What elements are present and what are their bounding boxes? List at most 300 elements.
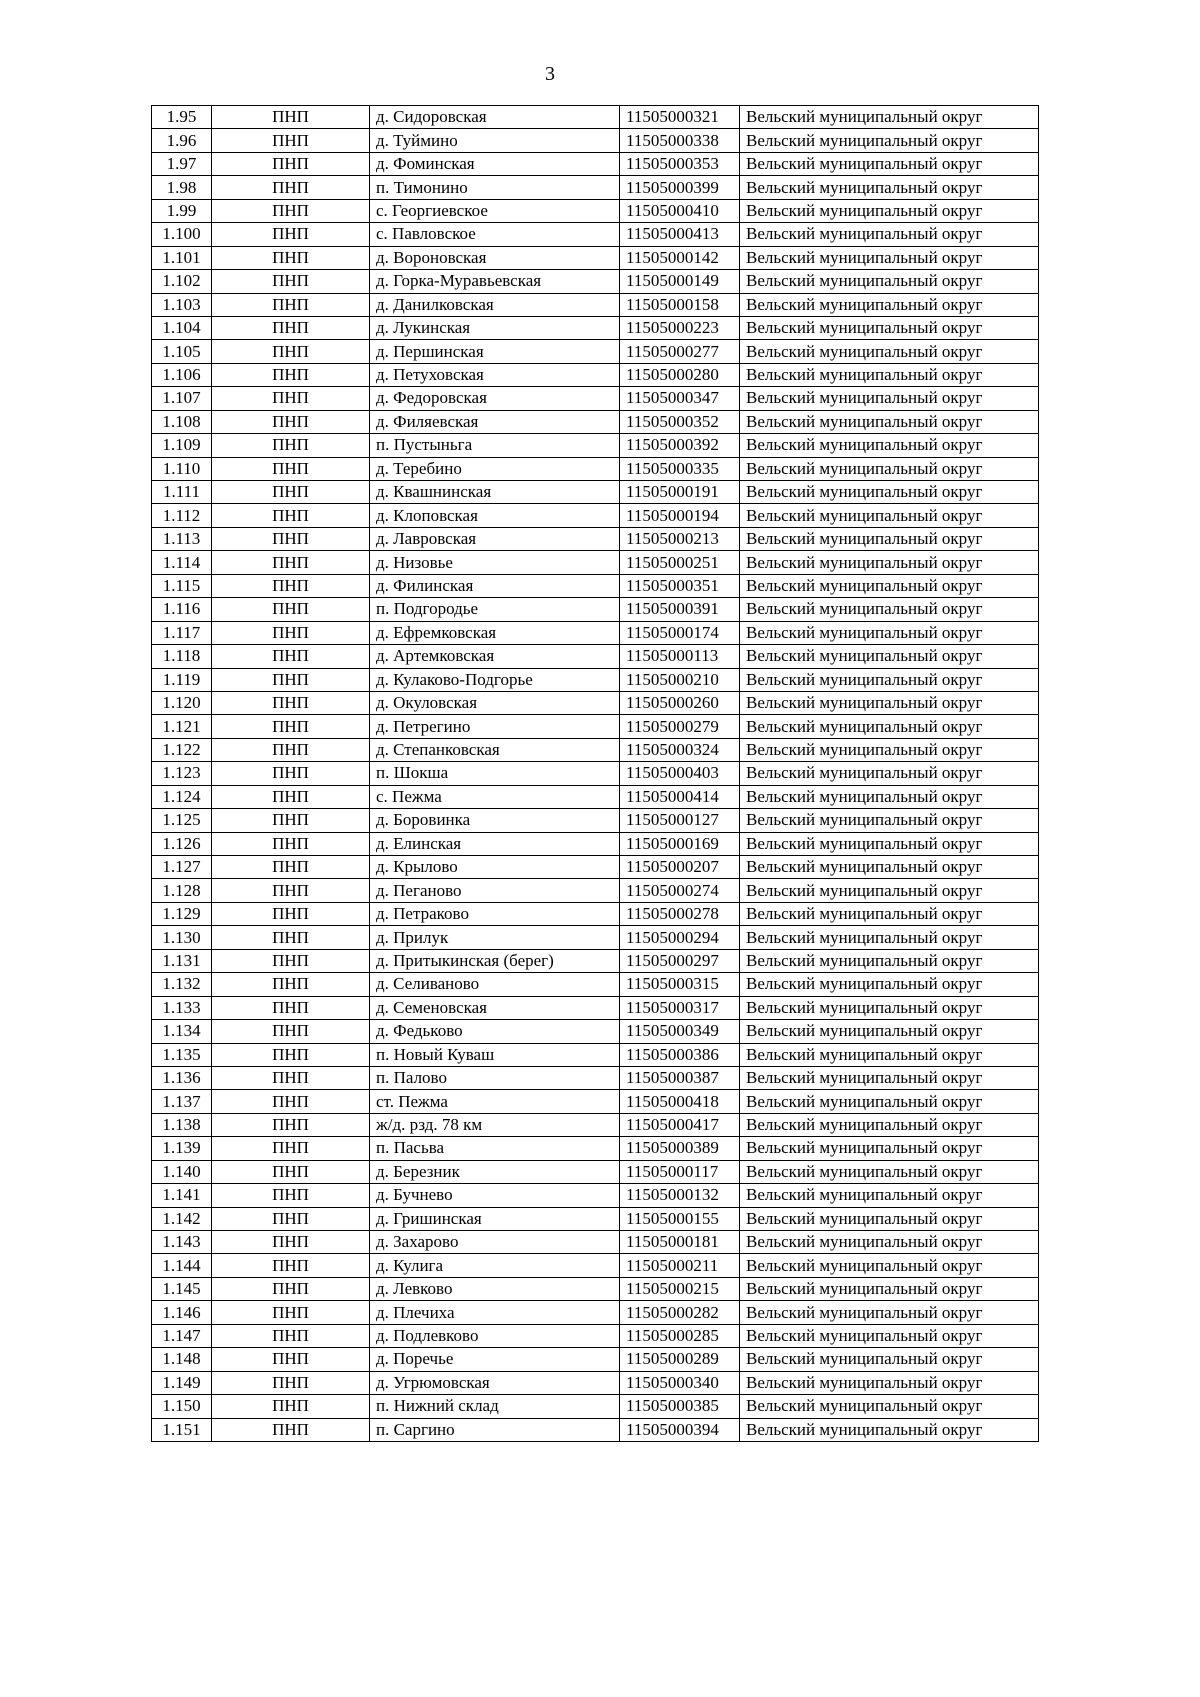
oktmo-code-cell: 11505000155 (620, 1207, 740, 1230)
district-cell: Вельский муниципальный округ (740, 1207, 1039, 1230)
settlement-name-cell: д. Поречье (370, 1348, 620, 1371)
oktmo-code-cell: 11505000285 (620, 1324, 740, 1347)
table-row (152, 809, 1039, 832)
settlement-type-cell: ПНП (212, 762, 370, 785)
oktmo-code-cell: 11505000387 (620, 1066, 740, 1089)
oktmo-code-cell: 11505000223 (620, 316, 740, 339)
row-number-cell: 1.147 (152, 1324, 212, 1347)
settlement-type-cell: ПНП (212, 1066, 370, 1089)
table-row (152, 387, 1039, 410)
row-number-cell: 1.117 (152, 621, 212, 644)
table-row (152, 106, 1039, 129)
settlement-name-cell: п. Нижний склад (370, 1395, 620, 1418)
row-number-cell: 1.101 (152, 246, 212, 269)
table-row (152, 926, 1039, 949)
table-row (152, 1371, 1039, 1394)
row-number-cell: 1.131 (152, 949, 212, 972)
settlement-type-cell: ПНП (212, 152, 370, 175)
settlement-name-cell: д. Вороновская (370, 246, 620, 269)
table-row (152, 481, 1039, 504)
settlement-type-cell: ПНП (212, 1371, 370, 1394)
settlement-type-cell: ПНП (212, 1324, 370, 1347)
table-row (152, 1043, 1039, 1066)
settlement-name-cell: д. Березник (370, 1160, 620, 1183)
oktmo-code-cell: 11505000351 (620, 574, 740, 597)
table-row (152, 949, 1039, 972)
table-row (152, 621, 1039, 644)
settlement-name-cell: д. Левково (370, 1277, 620, 1300)
settlement-type-cell: ПНП (212, 1043, 370, 1066)
row-number-cell: 1.151 (152, 1418, 212, 1441)
settlement-type-cell: ПНП (212, 949, 370, 972)
row-number-cell: 1.133 (152, 996, 212, 1019)
table-row (152, 1418, 1039, 1441)
row-number-cell: 1.120 (152, 691, 212, 714)
table-row (152, 129, 1039, 152)
row-number-cell: 1.113 (152, 527, 212, 550)
oktmo-code-cell: 11505000191 (620, 481, 740, 504)
settlement-type-cell: ПНП (212, 902, 370, 925)
row-number-cell: 1.111 (152, 481, 212, 504)
row-number-cell: 1.105 (152, 340, 212, 363)
settlement-type-cell: ПНП (212, 1418, 370, 1441)
table-row (152, 527, 1039, 550)
oktmo-code-cell: 11505000410 (620, 199, 740, 222)
settlement-name-cell: п. Саргино (370, 1418, 620, 1441)
settlement-name-cell: д. Степанковская (370, 738, 620, 761)
settlement-name-cell: д. Петраково (370, 902, 620, 925)
table-row (152, 1207, 1039, 1230)
oktmo-code-cell: 11505000278 (620, 902, 740, 925)
settlement-name-cell: д. Теребино (370, 457, 620, 480)
district-cell: Вельский муниципальный округ (740, 996, 1039, 1019)
table-row (152, 1137, 1039, 1160)
row-number-cell: 1.123 (152, 762, 212, 785)
table-row (152, 715, 1039, 738)
row-number-cell: 1.135 (152, 1043, 212, 1066)
row-number-cell: 1.143 (152, 1231, 212, 1254)
oktmo-code-cell: 11505000260 (620, 691, 740, 714)
district-cell: Вельский муниципальный округ (740, 1254, 1039, 1277)
table-row (152, 832, 1039, 855)
settlement-type-cell: ПНП (212, 481, 370, 504)
table-row (152, 1395, 1039, 1418)
settlement-type-cell: ПНП (212, 410, 370, 433)
district-cell: Вельский муниципальный округ (740, 621, 1039, 644)
row-number-cell: 1.126 (152, 832, 212, 855)
oktmo-code-cell: 11505000142 (620, 246, 740, 269)
district-cell: Вельский муниципальный округ (740, 316, 1039, 339)
oktmo-code-cell: 11505000113 (620, 645, 740, 668)
row-number-cell: 1.127 (152, 856, 212, 879)
row-number-cell: 1.114 (152, 551, 212, 574)
oktmo-code-cell: 11505000169 (620, 832, 740, 855)
settlement-type-cell: ПНП (212, 199, 370, 222)
oktmo-code-cell: 11505000117 (620, 1160, 740, 1183)
settlement-name-cell: д. Лукинская (370, 316, 620, 339)
row-number-cell: 1.121 (152, 715, 212, 738)
settlement-name-cell: д. Квашнинская (370, 481, 620, 504)
settlement-name-cell: п. Шокша (370, 762, 620, 785)
row-number-cell: 1.102 (152, 270, 212, 293)
row-number-cell: 1.95 (152, 106, 212, 129)
row-number-cell: 1.137 (152, 1090, 212, 1113)
district-cell: Вельский муниципальный округ (740, 879, 1039, 902)
oktmo-code-cell: 11505000174 (620, 621, 740, 644)
table-row (152, 410, 1039, 433)
table-row (152, 363, 1039, 386)
settlement-name-cell: п. Палово (370, 1066, 620, 1089)
settlement-type-cell: ПНП (212, 668, 370, 691)
district-cell: Вельский муниципальный округ (740, 1066, 1039, 1089)
oktmo-code-cell: 11505000149 (620, 270, 740, 293)
table-row (152, 1324, 1039, 1347)
oktmo-code-cell: 11505000321 (620, 106, 740, 129)
settlement-name-cell: д. Горка-Муравьевская (370, 270, 620, 293)
district-cell: Вельский муниципальный округ (740, 340, 1039, 363)
settlements-table (151, 105, 1039, 1442)
row-number-cell: 1.98 (152, 176, 212, 199)
oktmo-code-cell: 11505000338 (620, 129, 740, 152)
district-cell: Вельский муниципальный округ (740, 199, 1039, 222)
settlement-name-cell: д. Филяевская (370, 410, 620, 433)
settlement-name-cell: д. Филинская (370, 574, 620, 597)
district-cell: Вельский муниципальный округ (740, 1231, 1039, 1254)
district-cell: Вельский муниципальный округ (740, 270, 1039, 293)
table-row (152, 340, 1039, 363)
district-cell: Вельский муниципальный округ (740, 574, 1039, 597)
row-number-cell: 1.115 (152, 574, 212, 597)
district-cell: Вельский муниципальный округ (740, 152, 1039, 175)
settlement-name-cell: д. Селиваново (370, 973, 620, 996)
settlement-name-cell: д. Туймино (370, 129, 620, 152)
settlement-type-cell: ПНП (212, 340, 370, 363)
settlement-name-cell: д. Гришинская (370, 1207, 620, 1230)
settlement-name-cell: д. Першинская (370, 340, 620, 363)
settlement-name-cell: д. Кулига (370, 1254, 620, 1277)
table-row (152, 902, 1039, 925)
settlement-type-cell: ПНП (212, 293, 370, 316)
table-row (152, 691, 1039, 714)
oktmo-code-cell: 11505000392 (620, 434, 740, 457)
settlement-name-cell: д. Кулаково-Подгорье (370, 668, 620, 691)
settlement-name-cell: ж/д. рзд. 78 км (370, 1113, 620, 1136)
district-cell: Вельский муниципальный округ (740, 668, 1039, 691)
row-number-cell: 1.140 (152, 1160, 212, 1183)
settlement-name-cell: д. Данилковская (370, 293, 620, 316)
settlement-name-cell: д. Ефремковская (370, 621, 620, 644)
oktmo-code-cell: 11505000207 (620, 856, 740, 879)
row-number-cell: 1.112 (152, 504, 212, 527)
oktmo-code-cell: 11505000389 (620, 1137, 740, 1160)
settlement-name-cell: с. Пежма (370, 785, 620, 808)
table-row (152, 1254, 1039, 1277)
settlement-type-cell: ПНП (212, 129, 370, 152)
row-number-cell: 1.142 (152, 1207, 212, 1230)
oktmo-code-cell: 11505000213 (620, 527, 740, 550)
district-cell: Вельский муниципальный округ (740, 1371, 1039, 1394)
oktmo-code-cell: 11505000417 (620, 1113, 740, 1136)
district-cell: Вельский муниципальный округ (740, 457, 1039, 480)
row-number-cell: 1.149 (152, 1371, 212, 1394)
settlement-type-cell: ПНП (212, 1207, 370, 1230)
settlement-name-cell: д. Захарово (370, 1231, 620, 1254)
table-row (152, 152, 1039, 175)
row-number-cell: 1.116 (152, 598, 212, 621)
district-cell: Вельский муниципальный округ (740, 902, 1039, 925)
district-cell: Вельский муниципальный округ (740, 410, 1039, 433)
settlement-type-cell: ПНП (212, 645, 370, 668)
table-row (152, 668, 1039, 691)
table-row (152, 551, 1039, 574)
settlement-type-cell: ПНП (212, 574, 370, 597)
row-number-cell: 1.104 (152, 316, 212, 339)
district-cell: Вельский муниципальный округ (740, 645, 1039, 668)
row-number-cell: 1.138 (152, 1113, 212, 1136)
district-cell: Вельский муниципальный округ (740, 809, 1039, 832)
settlement-type-cell: ПНП (212, 1160, 370, 1183)
settlement-type-cell: ПНП (212, 1277, 370, 1300)
table-row (152, 1066, 1039, 1089)
settlement-name-cell: д. Плечиха (370, 1301, 620, 1324)
settlement-name-cell: д. Семеновская (370, 996, 620, 1019)
row-number-cell: 1.128 (152, 879, 212, 902)
oktmo-code-cell: 11505000294 (620, 926, 740, 949)
settlement-name-cell: д. Елинская (370, 832, 620, 855)
oktmo-code-cell: 11505000132 (620, 1184, 740, 1207)
settlement-type-cell: ПНП (212, 1301, 370, 1324)
row-number-cell: 1.109 (152, 434, 212, 457)
table-row (152, 316, 1039, 339)
district-cell: Вельский муниципальный округ (740, 387, 1039, 410)
oktmo-code-cell: 11505000391 (620, 598, 740, 621)
settlement-name-cell: д. Петуховская (370, 363, 620, 386)
district-cell: Вельский муниципальный округ (740, 762, 1039, 785)
table-row (152, 1184, 1039, 1207)
table-row (152, 996, 1039, 1019)
oktmo-code-cell: 11505000413 (620, 223, 740, 246)
row-number-cell: 1.118 (152, 645, 212, 668)
table-row (152, 1231, 1039, 1254)
oktmo-code-cell: 11505000340 (620, 1371, 740, 1394)
row-number-cell: 1.108 (152, 410, 212, 433)
table-row (152, 1277, 1039, 1300)
district-cell: Вельский муниципальный округ (740, 1020, 1039, 1043)
settlement-type-cell: ПНП (212, 1254, 370, 1277)
district-cell: Вельский муниципальный округ (740, 504, 1039, 527)
district-cell: Вельский муниципальный округ (740, 691, 1039, 714)
settlement-name-cell: д. Артемковская (370, 645, 620, 668)
district-cell: Вельский муниципальный округ (740, 856, 1039, 879)
settlement-name-cell: д. Крылово (370, 856, 620, 879)
settlement-name-cell: п. Пустыньга (370, 434, 620, 457)
settlement-type-cell: ПНП (212, 738, 370, 761)
settlement-name-cell: д. Клоповская (370, 504, 620, 527)
settlement-type-cell: ПНП (212, 926, 370, 949)
settlement-type-cell: ПНП (212, 785, 370, 808)
settlement-name-cell: д. Окуловская (370, 691, 620, 714)
settlement-type-cell: ПНП (212, 1231, 370, 1254)
table-row (152, 1160, 1039, 1183)
settlement-name-cell: п. Тимонино (370, 176, 620, 199)
settlement-type-cell: ПНП (212, 856, 370, 879)
table-row (152, 645, 1039, 668)
district-cell: Вельский муниципальный округ (740, 738, 1039, 761)
table-row (152, 457, 1039, 480)
table-row (152, 270, 1039, 293)
settlement-name-cell: д. Прилук (370, 926, 620, 949)
row-number-cell: 1.122 (152, 738, 212, 761)
table-row (152, 1090, 1039, 1113)
oktmo-code-cell: 11505000215 (620, 1277, 740, 1300)
settlement-type-cell: ПНП (212, 598, 370, 621)
table-row (152, 1020, 1039, 1043)
settlement-type-cell: ПНП (212, 1020, 370, 1043)
row-number-cell: 1.130 (152, 926, 212, 949)
settlement-type-cell: ПНП (212, 996, 370, 1019)
district-cell: Вельский муниципальный округ (740, 1301, 1039, 1324)
settlement-type-cell: ПНП (212, 457, 370, 480)
district-cell: Вельский муниципальный округ (740, 1277, 1039, 1300)
settlement-name-cell: с. Георгиевское (370, 199, 620, 222)
district-cell: Вельский муниципальный округ (740, 176, 1039, 199)
settlement-type-cell: ПНП (212, 715, 370, 738)
table-row (152, 434, 1039, 457)
district-cell: Вельский муниципальный округ (740, 1113, 1039, 1136)
row-number-cell: 1.99 (152, 199, 212, 222)
settlement-type-cell: ПНП (212, 106, 370, 129)
settlement-type-cell: ПНП (212, 879, 370, 902)
table-row (152, 762, 1039, 785)
table-row (152, 504, 1039, 527)
page-number: 3 (545, 63, 555, 85)
district-cell: Вельский муниципальный округ (740, 973, 1039, 996)
row-number-cell: 1.107 (152, 387, 212, 410)
district-cell: Вельский муниципальный округ (740, 1184, 1039, 1207)
row-number-cell: 1.134 (152, 1020, 212, 1043)
oktmo-code-cell: 11505000324 (620, 738, 740, 761)
oktmo-code-cell: 11505000282 (620, 1301, 740, 1324)
settlement-name-cell: п. Подгородье (370, 598, 620, 621)
oktmo-code-cell: 11505000279 (620, 715, 740, 738)
district-cell: Вельский муниципальный округ (740, 1418, 1039, 1441)
row-number-cell: 1.144 (152, 1254, 212, 1277)
settlement-name-cell: д. Притыкинская (берег) (370, 949, 620, 972)
district-cell: Вельский муниципальный округ (740, 598, 1039, 621)
oktmo-code-cell: 11505000251 (620, 551, 740, 574)
district-cell: Вельский муниципальный округ (740, 1160, 1039, 1183)
district-cell: Вельский муниципальный округ (740, 434, 1039, 457)
district-cell: Вельский муниципальный округ (740, 926, 1039, 949)
settlement-name-cell: п. Новый Куваш (370, 1043, 620, 1066)
row-number-cell: 1.150 (152, 1395, 212, 1418)
district-cell: Вельский муниципальный округ (740, 129, 1039, 152)
district-cell: Вельский муниципальный округ (740, 1348, 1039, 1371)
oktmo-code-cell: 11505000418 (620, 1090, 740, 1113)
district-cell: Вельский муниципальный округ (740, 246, 1039, 269)
oktmo-code-cell: 11505000280 (620, 363, 740, 386)
oktmo-code-cell: 11505000347 (620, 387, 740, 410)
district-cell: Вельский муниципальный округ (740, 223, 1039, 246)
oktmo-code-cell: 11505000317 (620, 996, 740, 1019)
oktmo-code-cell: 11505000289 (620, 1348, 740, 1371)
oktmo-code-cell: 11505000403 (620, 762, 740, 785)
table-row (152, 574, 1039, 597)
settlement-type-cell: ПНП (212, 621, 370, 644)
settlement-type-cell: ПНП (212, 527, 370, 550)
settlement-name-cell: д. Угрюмовская (370, 1371, 620, 1394)
settlement-name-cell: д. Петрегино (370, 715, 620, 738)
settlement-type-cell: ПНП (212, 316, 370, 339)
row-number-cell: 1.136 (152, 1066, 212, 1089)
row-number-cell: 1.129 (152, 902, 212, 925)
settlement-type-cell: ПНП (212, 1113, 370, 1136)
settlement-type-cell: ПНП (212, 809, 370, 832)
oktmo-code-cell: 11505000127 (620, 809, 740, 832)
table-row (152, 293, 1039, 316)
table-row (152, 738, 1039, 761)
district-cell: Вельский муниципальный округ (740, 1137, 1039, 1160)
table-row (152, 598, 1039, 621)
district-cell: Вельский муниципальный округ (740, 293, 1039, 316)
row-number-cell: 1.145 (152, 1277, 212, 1300)
settlement-type-cell: ПНП (212, 1137, 370, 1160)
row-number-cell: 1.141 (152, 1184, 212, 1207)
row-number-cell: 1.97 (152, 152, 212, 175)
row-number-cell: 1.125 (152, 809, 212, 832)
table-row (152, 223, 1039, 246)
settlement-name-cell: д. Подлевково (370, 1324, 620, 1347)
row-number-cell: 1.110 (152, 457, 212, 480)
row-number-cell: 1.103 (152, 293, 212, 316)
oktmo-code-cell: 11505000315 (620, 973, 740, 996)
oktmo-code-cell: 11505000386 (620, 1043, 740, 1066)
oktmo-code-cell: 11505000353 (620, 152, 740, 175)
district-cell: Вельский муниципальный округ (740, 106, 1039, 129)
settlement-type-cell: ПНП (212, 832, 370, 855)
row-number-cell: 1.132 (152, 973, 212, 996)
settlement-name-cell: д. Федоровская (370, 387, 620, 410)
row-number-cell: 1.139 (152, 1137, 212, 1160)
settlement-type-cell: ПНП (212, 504, 370, 527)
settlement-type-cell: ПНП (212, 1184, 370, 1207)
table-row (152, 199, 1039, 222)
settlement-type-cell: ПНП (212, 973, 370, 996)
settlement-name-cell: с. Павловское (370, 223, 620, 246)
table-row (152, 1348, 1039, 1371)
settlement-name-cell: д. Федьково (370, 1020, 620, 1043)
settlement-type-cell: ПНП (212, 363, 370, 386)
district-cell: Вельский муниципальный округ (740, 1324, 1039, 1347)
settlement-type-cell: ПНП (212, 387, 370, 410)
table-row (152, 856, 1039, 879)
settlement-name-cell: д. Пеганово (370, 879, 620, 902)
oktmo-code-cell: 11505000349 (620, 1020, 740, 1043)
row-number-cell: 1.124 (152, 785, 212, 808)
table-row (152, 176, 1039, 199)
table-row (152, 246, 1039, 269)
row-number-cell: 1.119 (152, 668, 212, 691)
oktmo-code-cell: 11505000194 (620, 504, 740, 527)
district-cell: Вельский муниципальный округ (740, 1090, 1039, 1113)
settlement-name-cell: д. Бучнево (370, 1184, 620, 1207)
settlement-type-cell: ПНП (212, 246, 370, 269)
oktmo-code-cell: 11505000181 (620, 1231, 740, 1254)
settlement-type-cell: ПНП (212, 434, 370, 457)
settlement-type-cell: ПНП (212, 176, 370, 199)
settlement-name-cell: ст. Пежма (370, 1090, 620, 1113)
oktmo-code-cell: 11505000399 (620, 176, 740, 199)
